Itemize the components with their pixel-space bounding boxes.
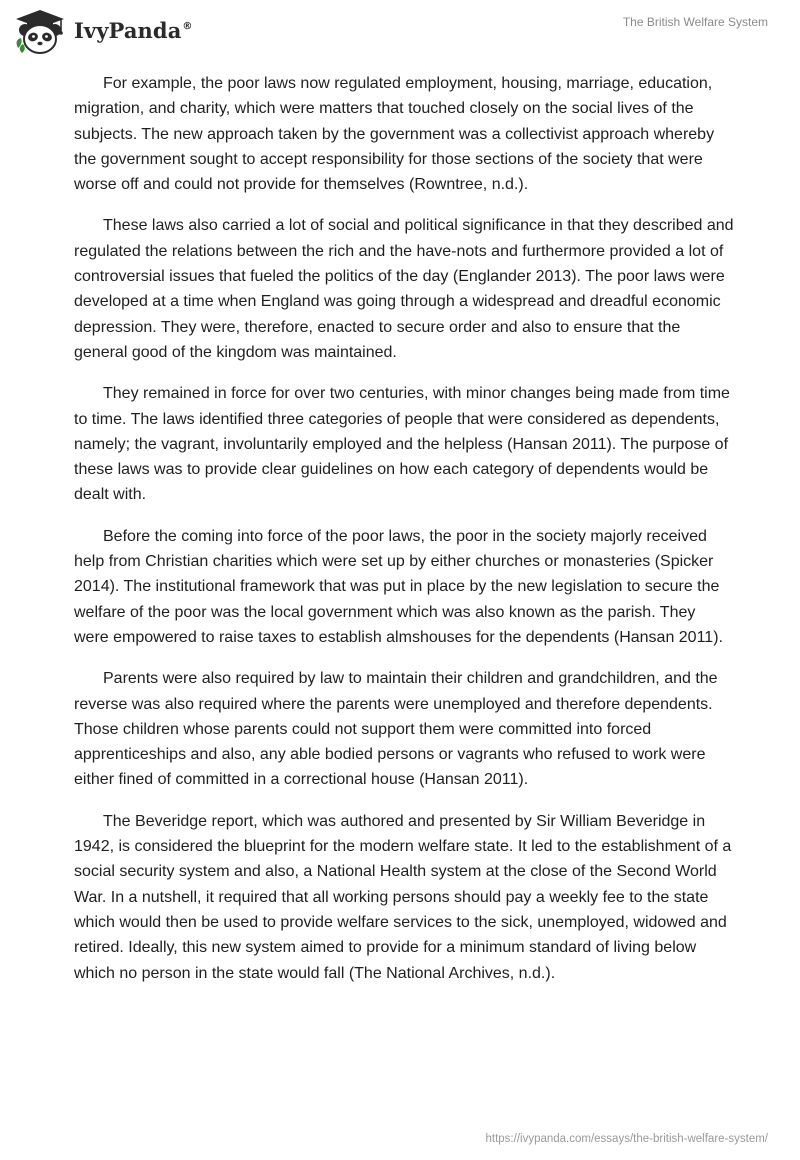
brand-logo[interactable]: [14, 8, 193, 56]
paragraph: Before the coming into force of the poor laws, the poor in the society majorly received help from Christian charities which were set up by either churches or monasteries (Spicker 2014). The institutional framework that was put in place by the new legislation to secure the welfare of the poor was the local government which was also known as the parish. They were empowered to raise taxes to establish almshouses for the dependents (Hansan 2011).: [74, 527, 723, 646]
source-url[interactable]: https://ivypanda.com/essays/the-british-welfare-system/: [485, 1133, 768, 1145]
document-title: The British Welfare System: [622, 15, 768, 29]
brand-name: IvyPanda®: [74, 17, 193, 43]
registered-mark: ®: [182, 20, 193, 32]
panda-graduate-icon: [14, 8, 66, 56]
paragraph: For example, the poor laws now regulated employment, housing, marriage, education, migration, and charity, which were matters that touched closely on the social lives of the subjects. The new approach taken by the government was a collectivist approach whereby the government sought to accept responsibility for those sections of the society that were worse off and could not provide for themselves (Rowntree, n.d.).: [74, 75, 715, 194]
page-header: [0, 0, 800, 64]
paragraph: Parents were also required by law to maintain their children and grandchildren, and the reverse was also required where the parents were unemployed and therefore dependents. Those children whose parents could not support them were committed into forced apprenticeships and also, any able bodied persons or vagrants who refused to work were either fined of committed in a correctional house (Hansan 2011).: [74, 670, 718, 789]
essay-body: [74, 71, 734, 1002]
paragraph: They remained in force for over two centuries, with minor changes being made from time to time. The laws identified three categories of people that were considered as dependents, namely; the vagrant, involuntarily employed and the helpless (Hansan 2011). The purpose of these laws was to provide clear guidelines on how each category of dependents would be dealt with.: [74, 385, 730, 504]
paragraph: These laws also carried a lot of social and political significance in that they described and regulated the relations between the rich and the have-nots and furthermore provided a lot of controversial issues that fueled the politics of the day (Englander 2013). The poor laws were developed at a time when England was going through a widespread and dreadful economic depression. They were, therefore, enacted to secure order and also to ensure that the general good of the kingdom was maintained.: [74, 217, 734, 361]
paragraph: The Beveridge report, which was authored and presented by Sir William Beveridge in 1942, is considered the blueprint for the modern welfare state. It led to the establishment of a social security system and also, a National Health system at the close of the Second World War. In a nutshell, it required that all working persons should pay a weekly fee to the state which would then be used to provide welfare services to the sick, unemployed, widowed and retired. Ideally, this new system aimed to provide for a minimum standard of living below which no person in the state would fall (The National Archives, n.d.).: [74, 812, 732, 982]
